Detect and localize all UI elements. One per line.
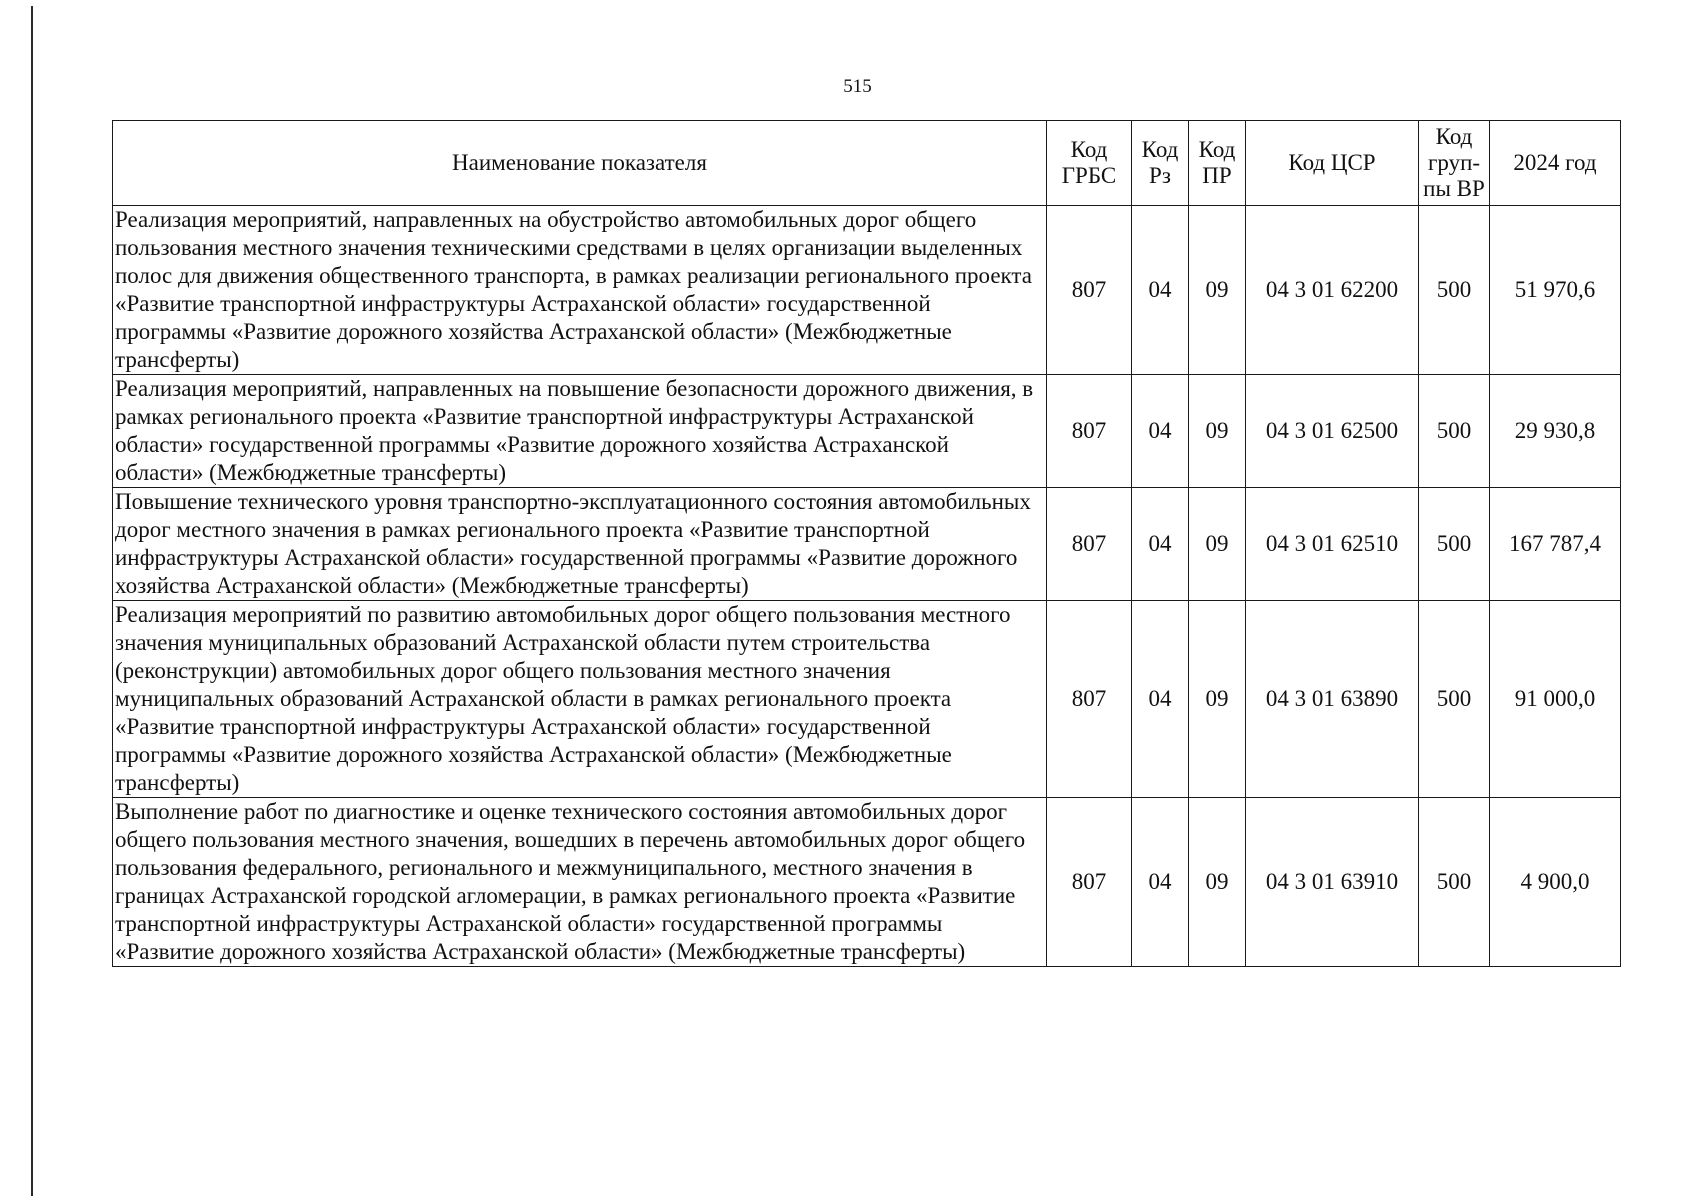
row-pr-code: 09 — [1189, 375, 1246, 488]
row-amount-2024: 29 930,8 — [1490, 375, 1621, 488]
row-indicator-name: Реализация мероприятий, направленных на обустройство автомобильных дорог общего пользования местного значения техническими средствами в целях организации выделенных полос для движения общественного транспорта, в рамках реализации регионального проекта «Развитие транспортной инфраструктуры Астраханской области» государственной программы «Развитие дорожного хозяйства Астраханской области» (Межбюджетные трансферты) — [113, 206, 1047, 375]
header-vr-group-code: Код груп-пы ВР — [1419, 121, 1490, 206]
table-row — [113, 488, 1621, 601]
table-row — [113, 601, 1621, 798]
row-vr-group-code: 500 — [1419, 488, 1490, 601]
row-amount-2024: 4 900,0 — [1490, 798, 1621, 967]
row-csr-code: 04 3 01 63910 — [1246, 798, 1419, 967]
row-grbs-code: 807 — [1047, 206, 1132, 375]
row-vr-group-code: 500 — [1419, 375, 1490, 488]
row-pr-code: 09 — [1189, 601, 1246, 798]
row-rz-code: 04 — [1132, 206, 1189, 375]
binding-margin-line — [31, 6, 33, 1196]
header-year-2024: 2024 год — [1490, 121, 1621, 206]
row-csr-code: 04 3 01 62200 — [1246, 206, 1419, 375]
row-rz-code: 04 — [1132, 798, 1189, 967]
row-vr-group-code: 500 — [1419, 601, 1490, 798]
row-indicator-name: Повышение технического уровня транспортно-эксплуатационного состояния автомобильных дорог местного значения в рамках регионального проекта «Развитие транспортной инфраструктуры Астраханской области» государственной программы «Развитие дорожного хозяйства Астраханской области» (Межбюджетные трансферты) — [113, 488, 1047, 601]
row-csr-code: 04 3 01 62510 — [1246, 488, 1419, 601]
row-vr-group-code: 500 — [1419, 798, 1490, 967]
row-rz-code: 04 — [1132, 488, 1189, 601]
header-grbs-code: Код ГРБС — [1047, 121, 1132, 206]
row-indicator-name: Реализация мероприятий по развитию автомобильных дорог общего пользования местного значения муниципальных образований Астраханской области путем строительства (реконструкции) автомобильных дорог общего пользования местного значения муниципальных образований Астраханской области в рамках регионального проекта «Развитие транспортной инфраструктуры Астраханской области» государственной программы «Развитие дорожного хозяйства Астраханской области» (Межбюджетные трансферты) — [113, 601, 1047, 798]
row-indicator-name: Выполнение работ по диагностике и оценке технического состояния автомобильных дорог общего пользования местного значения, вошедших в перечень автомобильных дорог общего пользования федерального, регионального и межмуниципального, местного значения в границах Астраханской городской агломерации, в рамках регионального проекта «Развитие транспортной инфраструктуры Астраханской области» государственной программы «Развитие дорожного хозяйства Астраханской области» (Межбюджетные трансферты) — [113, 798, 1047, 967]
row-csr-code: 04 3 01 62500 — [1246, 375, 1419, 488]
row-grbs-code: 807 — [1047, 375, 1132, 488]
row-csr-code: 04 3 01 63890 — [1246, 601, 1419, 798]
row-grbs-code: 807 — [1047, 601, 1132, 798]
table-row — [113, 798, 1621, 967]
header-pr-code: Код ПР — [1189, 121, 1246, 206]
row-grbs-code: 807 — [1047, 488, 1132, 601]
row-indicator-name: Реализация мероприятий, направленных на повышение безопасности дорожного движения, в рамках регионального проекта «Развитие транспортной инфраструктуры Астраханской области» государственной программы «Развитие дорожного хозяйства Астраханской области» (Межбюджетные трансферты) — [113, 375, 1047, 488]
budget-table — [112, 120, 1621, 967]
row-amount-2024: 91 000,0 — [1490, 601, 1621, 798]
row-amount-2024: 167 787,4 — [1490, 488, 1621, 601]
table-row — [113, 206, 1621, 375]
row-rz-code: 04 — [1132, 601, 1189, 798]
row-pr-code: 09 — [1189, 206, 1246, 375]
row-pr-code: 09 — [1189, 798, 1246, 967]
table-row — [113, 375, 1621, 488]
table-header-row — [113, 121, 1621, 206]
header-indicator-name: Наименование показателя — [113, 121, 1047, 206]
row-grbs-code: 807 — [1047, 798, 1132, 967]
page-number: 515 — [843, 76, 872, 97]
row-pr-code: 09 — [1189, 488, 1246, 601]
header-rz-code: Код Рз — [1132, 121, 1189, 206]
row-rz-code: 04 — [1132, 375, 1189, 488]
row-amount-2024: 51 970,6 — [1490, 206, 1621, 375]
row-vr-group-code: 500 — [1419, 206, 1490, 375]
header-csr-code: Код ЦСР — [1246, 121, 1419, 206]
